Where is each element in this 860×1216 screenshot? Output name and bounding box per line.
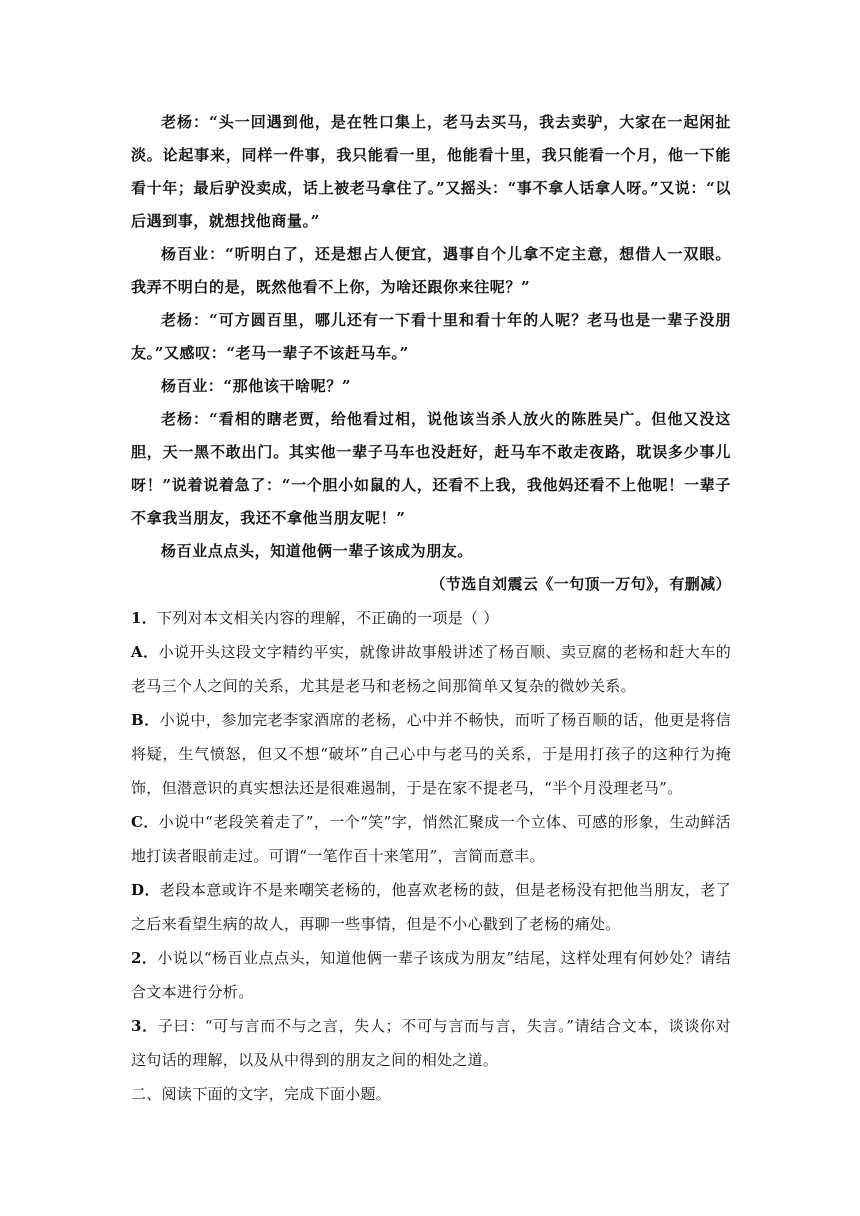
option-a — [131, 635, 731, 703]
option-d-text: 老段本意或许不是来嘲笑老杨的，他喜欢老杨的鼓，但是老杨没有把他当朋友，老了之后来看望生病的故人，再聊一些事情，但是不小心戳到了老杨的痛处。 — [131, 881, 731, 933]
question-2-text: 小说以“杨百业点点头，知道他俩一辈子该成为朋友”结尾，这样处理有何妙处？请结合文本进行分析。 — [131, 949, 731, 1001]
question-1 — [131, 601, 731, 635]
story-paragraph-5: 老杨：“看相的瞎老贾，给他看过相，说他该当杀人放火的陈胜吴广。但他又没这胆，天一黑不敢出门。其实他一辈子马车也没赶好，赶马车不敢走夜路，耽误多少事儿呀！”说着说着急了：“一个胆小如鼠的人，还看不上我，我他妈还看不上他呢！一辈子不拿我当朋友，我还不拿他当朋友呢！” — [131, 410, 731, 527]
option-c-label: C． — [131, 813, 159, 831]
option-b — [131, 703, 731, 805]
option-b-label: B． — [131, 711, 160, 729]
question-3-number: 3． — [131, 1017, 158, 1035]
story-excerpt — [131, 106, 731, 568]
question-2-number: 2． — [131, 949, 158, 967]
source-citation: （节选自刘震云《一句顶一万句》，有删减） — [430, 575, 731, 593]
story-paragraph-6: 杨百业点点头，知道他俩一辈子该成为朋友。 — [161, 542, 474, 560]
section-2-heading: 二、阅读下面的文字，完成下面小题。 — [131, 1085, 392, 1103]
option-a-label: A． — [131, 643, 159, 661]
question-3-text: 子曰：“可与言而不与之言，失人；不可与言而与言，失言。”请结合文本，谈谈你对这句话的理解，以及从中得到的朋友之间的相处之道。 — [131, 1017, 731, 1069]
option-b-text: 小说中，参加完老李家酒席的老杨，心中并不畅快，而听了杨百顺的话，他更是将信将疑，生气愤怒，但又不想“破坏”自己心中与老马的关系，于是用打孩子的这种行为掩饰，但潜意识的真实想法还是很难遏制，于是在家不提老马，“半个月没理老马”。 — [131, 711, 731, 797]
option-d-label: D． — [131, 881, 160, 899]
question-1-text: 下列对本文相关内容的理解，不正确的一项是（ ） — [157, 609, 499, 627]
option-d — [131, 873, 731, 941]
question-list — [131, 601, 731, 1111]
option-a-text: 小说开头这段文字精约平实，就像讲故事般讲述了杨百顺、卖豆腐的老杨和赶大车的老马三个人之间的关系，尤其是老马和老杨之间那简单又复杂的微妙关系。 — [131, 643, 731, 695]
story-paragraph-4: 杨百业：“那他该干啥呢？” — [161, 377, 352, 395]
option-c — [131, 805, 731, 873]
question-1-number: 1． — [131, 609, 158, 627]
story-paragraph-2: 杨百业：“听明白了，还是想占人便宜，遇事自个儿拿不定主意，想借人一双眼。我弄不明白的是，既然他看不上你，为啥还跟你来往呢？” — [131, 245, 731, 296]
question-3 — [131, 1009, 731, 1077]
option-c-text: 小说中“老段笑着走了”，一个“笑”字，悄然汇聚成一个立体、可感的形象，生动鲜活地打读者眼前走过。可谓“一笔作百十来笔用”，言简而意丰。 — [131, 813, 731, 865]
story-paragraph-1: 老杨：“头一回遇到他，是在牲口集上，老马去买马，我去卖驴，大家在一起闲扯淡。论起事来，同样一件事，我只能看一里，他能看十里，我只能看一个月，他一下能看十年；最后驴没卖成，话上被老马拿住了。”又摇头：“事不拿人话拿人呀。”又说：“以后遇到事，就想找他商量。” — [131, 113, 731, 230]
document-content — [131, 106, 731, 1111]
question-2 — [131, 941, 731, 1009]
story-paragraph-3: 老杨：“可方圆百里，哪儿还有一下看十里和看十年的人呢？老马也是一辈子没朋友。”又感叹：“老马一辈子不该赶马车。” — [131, 311, 731, 362]
